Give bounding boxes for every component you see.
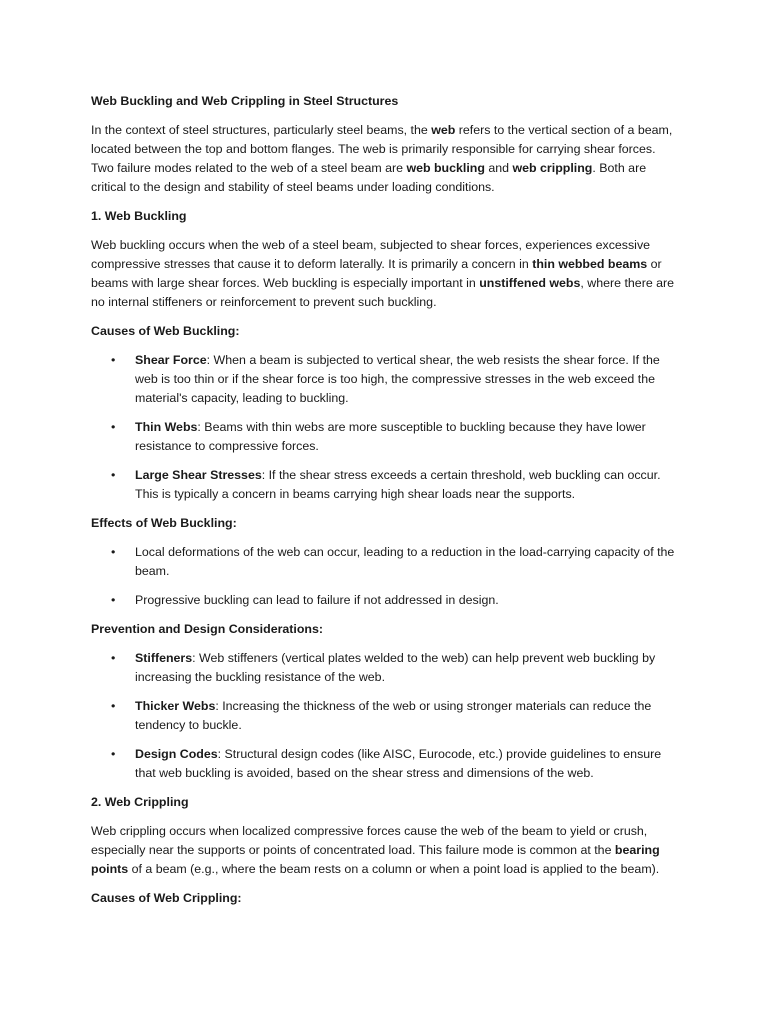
list-item-term: Design Codes (135, 747, 218, 761)
section-heading-web-buckling: 1. Web Buckling (91, 209, 187, 223)
list-item-term: Thin Webs (135, 420, 198, 434)
list-item (91, 351, 681, 408)
list-item-text: : Structural design codes (like AISC, Eurocode, etc.) provide guidelines to ensure that web buckling is avoided, based on the shear stress and dimensions of the web. (135, 747, 662, 780)
wb-text-3: , where there are no internal stiffeners or reinforcement to prevent such buckling. (91, 276, 675, 309)
intro-paragraph (91, 121, 681, 197)
list-item (91, 591, 681, 610)
wb-text-2: or beams with large shear forces. Web buckling is especially important in (91, 257, 662, 290)
list-item-text: : Increasing the thickness of the web or using stronger materials can reduce the tendency to buckle. (135, 699, 652, 732)
list-item-text: : Web stiffeners (vertical plates welded to the web) can help prevent web buckling by increasing the buckling resistance of the web. (135, 651, 656, 684)
list-item-term: Stiffeners (135, 651, 193, 665)
causes-crippling-heading: Causes of Web Crippling: (91, 891, 242, 905)
list-item-term: Large Shear Stresses (135, 468, 262, 482)
list-item (91, 649, 681, 687)
list-item (91, 466, 681, 504)
list-item-text: Local deformations of the web can occur, leading to a reduction in the load-carrying capacity of the beam. (135, 545, 675, 578)
document-page (91, 92, 681, 918)
bullet-icon: • (111, 420, 116, 434)
bullet-icon: • (111, 353, 116, 367)
effects-buckling-heading: Effects of Web Buckling: (91, 516, 237, 530)
wc-bold-bearing-points: bearing points (91, 843, 660, 876)
wb-text-1: Web buckling occurs when the web of a steel beam, subjected to shear forces, experiences excessive compressive stresses that cause it to deform laterally. It is primarily a concern in (91, 238, 651, 271)
list-item-text: Progressive buckling can lead to failure if not addressed in design. (135, 593, 499, 607)
bullet-icon: • (111, 593, 116, 607)
web-buckling-paragraph (91, 236, 681, 312)
list-item-text: : When a beam is subjected to vertical shear, the web resists the shear force. If the web is too thin or if the shear force is too high, the compressive stresses in the web exceed the material's capacity, leading to buckling. (135, 353, 660, 405)
wb-bold-unstiffened: unstiffened webs (479, 276, 581, 290)
list-item-text: : Beams with thin webs are more susceptible to buckling because they have lower resistance to compressive forces. (135, 420, 646, 453)
wc-text-2: of a beam (e.g., where the beam rests on a column or when a point load is applied to the beam). (128, 862, 660, 876)
list-item (91, 697, 681, 735)
list-item-text: : If the shear stress exceeds a certain threshold, web buckling can occur. This is typically a concern in beams carrying high shear loads near the supports. (135, 468, 661, 501)
bullet-icon: • (111, 699, 116, 713)
intro-text-3: and (484, 161, 513, 175)
bullet-icon: • (111, 468, 116, 482)
intro-text-2: refers to the vertical section of a beam, located between the top and bottom flanges. The web is primarily responsible for carrying shear forces. Two failure modes related to the web of a steel beam are (91, 123, 673, 175)
list-item (91, 418, 681, 456)
intro-text-4: . Both are critical to the design and stability of steel beams under loading conditions. (91, 161, 647, 194)
effects-buckling-list (91, 543, 681, 610)
causes-buckling-list (91, 351, 681, 504)
list-item-term: Thicker Webs (135, 699, 216, 713)
document-title: Web Buckling and Web Crippling in Steel Structures (91, 94, 399, 108)
prevention-list (91, 649, 681, 783)
causes-buckling-heading: Causes of Web Buckling: (91, 324, 240, 338)
intro-bold-web-buckling: web buckling (406, 161, 485, 175)
web-crippling-paragraph (91, 822, 681, 879)
prevention-heading: Prevention and Design Considerations: (91, 622, 324, 636)
list-item-term: Shear Force (135, 353, 207, 367)
list-item (91, 745, 681, 783)
list-item (91, 543, 681, 581)
section-heading-web-crippling: 2. Web Crippling (91, 795, 189, 809)
intro-bold-web-crippling: web crippling (512, 161, 593, 175)
bullet-icon: • (111, 747, 116, 761)
wc-text-1: Web crippling occurs when localized compressive forces cause the web of the beam to yield or crush, especially near the supports or points of concentrated load. This failure mode is common at the (91, 824, 648, 857)
wb-bold-thin-webbed: thin webbed beams (532, 257, 648, 271)
intro-text-1: In the context of steel structures, particularly steel beams, the (91, 123, 432, 137)
intro-bold-web: web (431, 123, 456, 137)
bullet-icon: • (111, 651, 116, 665)
bullet-icon: • (111, 545, 116, 559)
